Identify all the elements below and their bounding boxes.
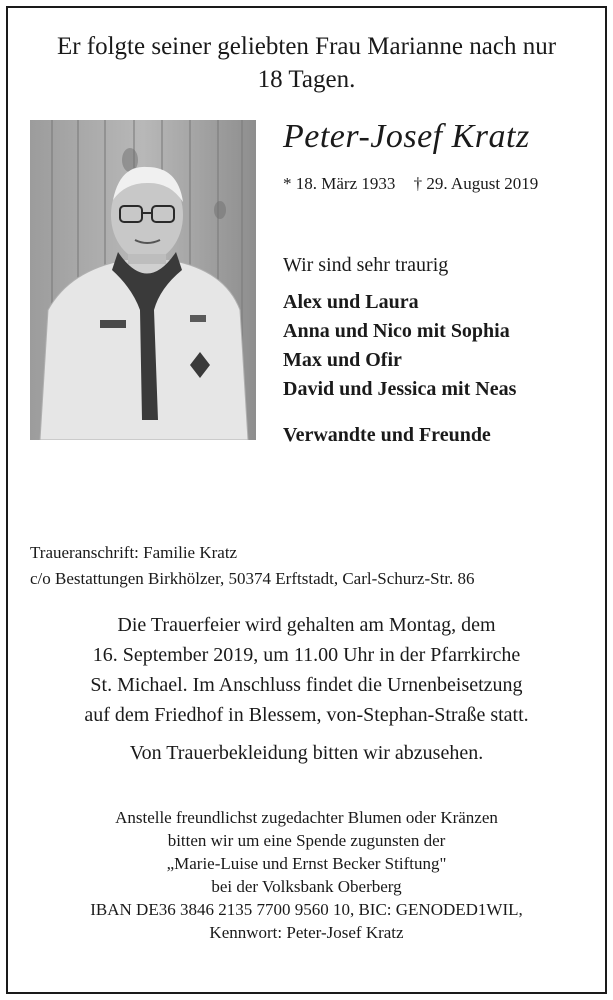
donation-line: „Marie-Luise und Ernst Becker Stiftung" — [166, 854, 447, 873]
funeral-service-text — [0, 610, 613, 730]
portrait-photo — [30, 120, 256, 440]
intro-line: 18 Tagen. — [257, 66, 356, 93]
donation-request — [0, 806, 613, 944]
donation-line: bei der Volksbank Oberberg — [211, 877, 402, 896]
donation-line: Anstelle freundlichst zugedachter Blumen oder Kränzen — [115, 808, 498, 827]
intro-text — [0, 30, 613, 96]
mourner-entry: Alex und Laura — [283, 291, 419, 313]
mourner-entry: David und Jessica mit Neas — [283, 378, 517, 400]
mourner-entry: Max und Ofir — [283, 349, 402, 371]
portrait-illustration — [30, 120, 256, 440]
life-dates — [283, 174, 552, 194]
donation-line: bitten wir um eine Spende zugunsten der — [167, 831, 446, 850]
mourning-statement: Wir sind sehr traurig — [283, 254, 449, 276]
service-line: auf dem Friedhof in Blessem, von-Stephan-Straße statt. — [84, 704, 529, 726]
intro-line: Er folgte seiner geliebten Frau Marianne nach nur — [56, 33, 557, 60]
relatives-line: Verwandte und Freunde — [283, 424, 491, 446]
mourners-list — [283, 288, 516, 404]
mourner-entry: Anna und Nico mit Sophia — [283, 320, 510, 342]
donation-line: Kennwort: Peter-Josef Kratz — [209, 923, 404, 942]
address-line: Traueranschrift: Familie Kratz — [30, 543, 238, 562]
birth-date: * 18. März 1933 — [283, 174, 396, 193]
death-date: † 29. August 2019 — [413, 174, 539, 193]
address-line: c/o Bestattungen Birkhölzer, 50374 Erftstadt, Carl-Schurz-Str. 86 — [30, 569, 475, 588]
clothing-note: Von Trauerbekleidung bitten wir abzusehen. — [129, 742, 484, 764]
service-line: St. Michael. Im Anschluss findet die Urnenbeisetzung — [90, 674, 523, 696]
service-line: Die Trauerfeier wird gehalten am Montag, dem — [117, 614, 496, 636]
service-line: 16. September 2019, um 11.00 Uhr in der Pfarrkirche — [92, 644, 521, 666]
donation-line: IBAN DE36 3846 2135 7700 9560 10, BIC: GENODED1WIL, — [90, 900, 523, 919]
deceased-name: Peter-Josef Kratz — [283, 118, 530, 155]
mourning-address — [30, 540, 475, 592]
